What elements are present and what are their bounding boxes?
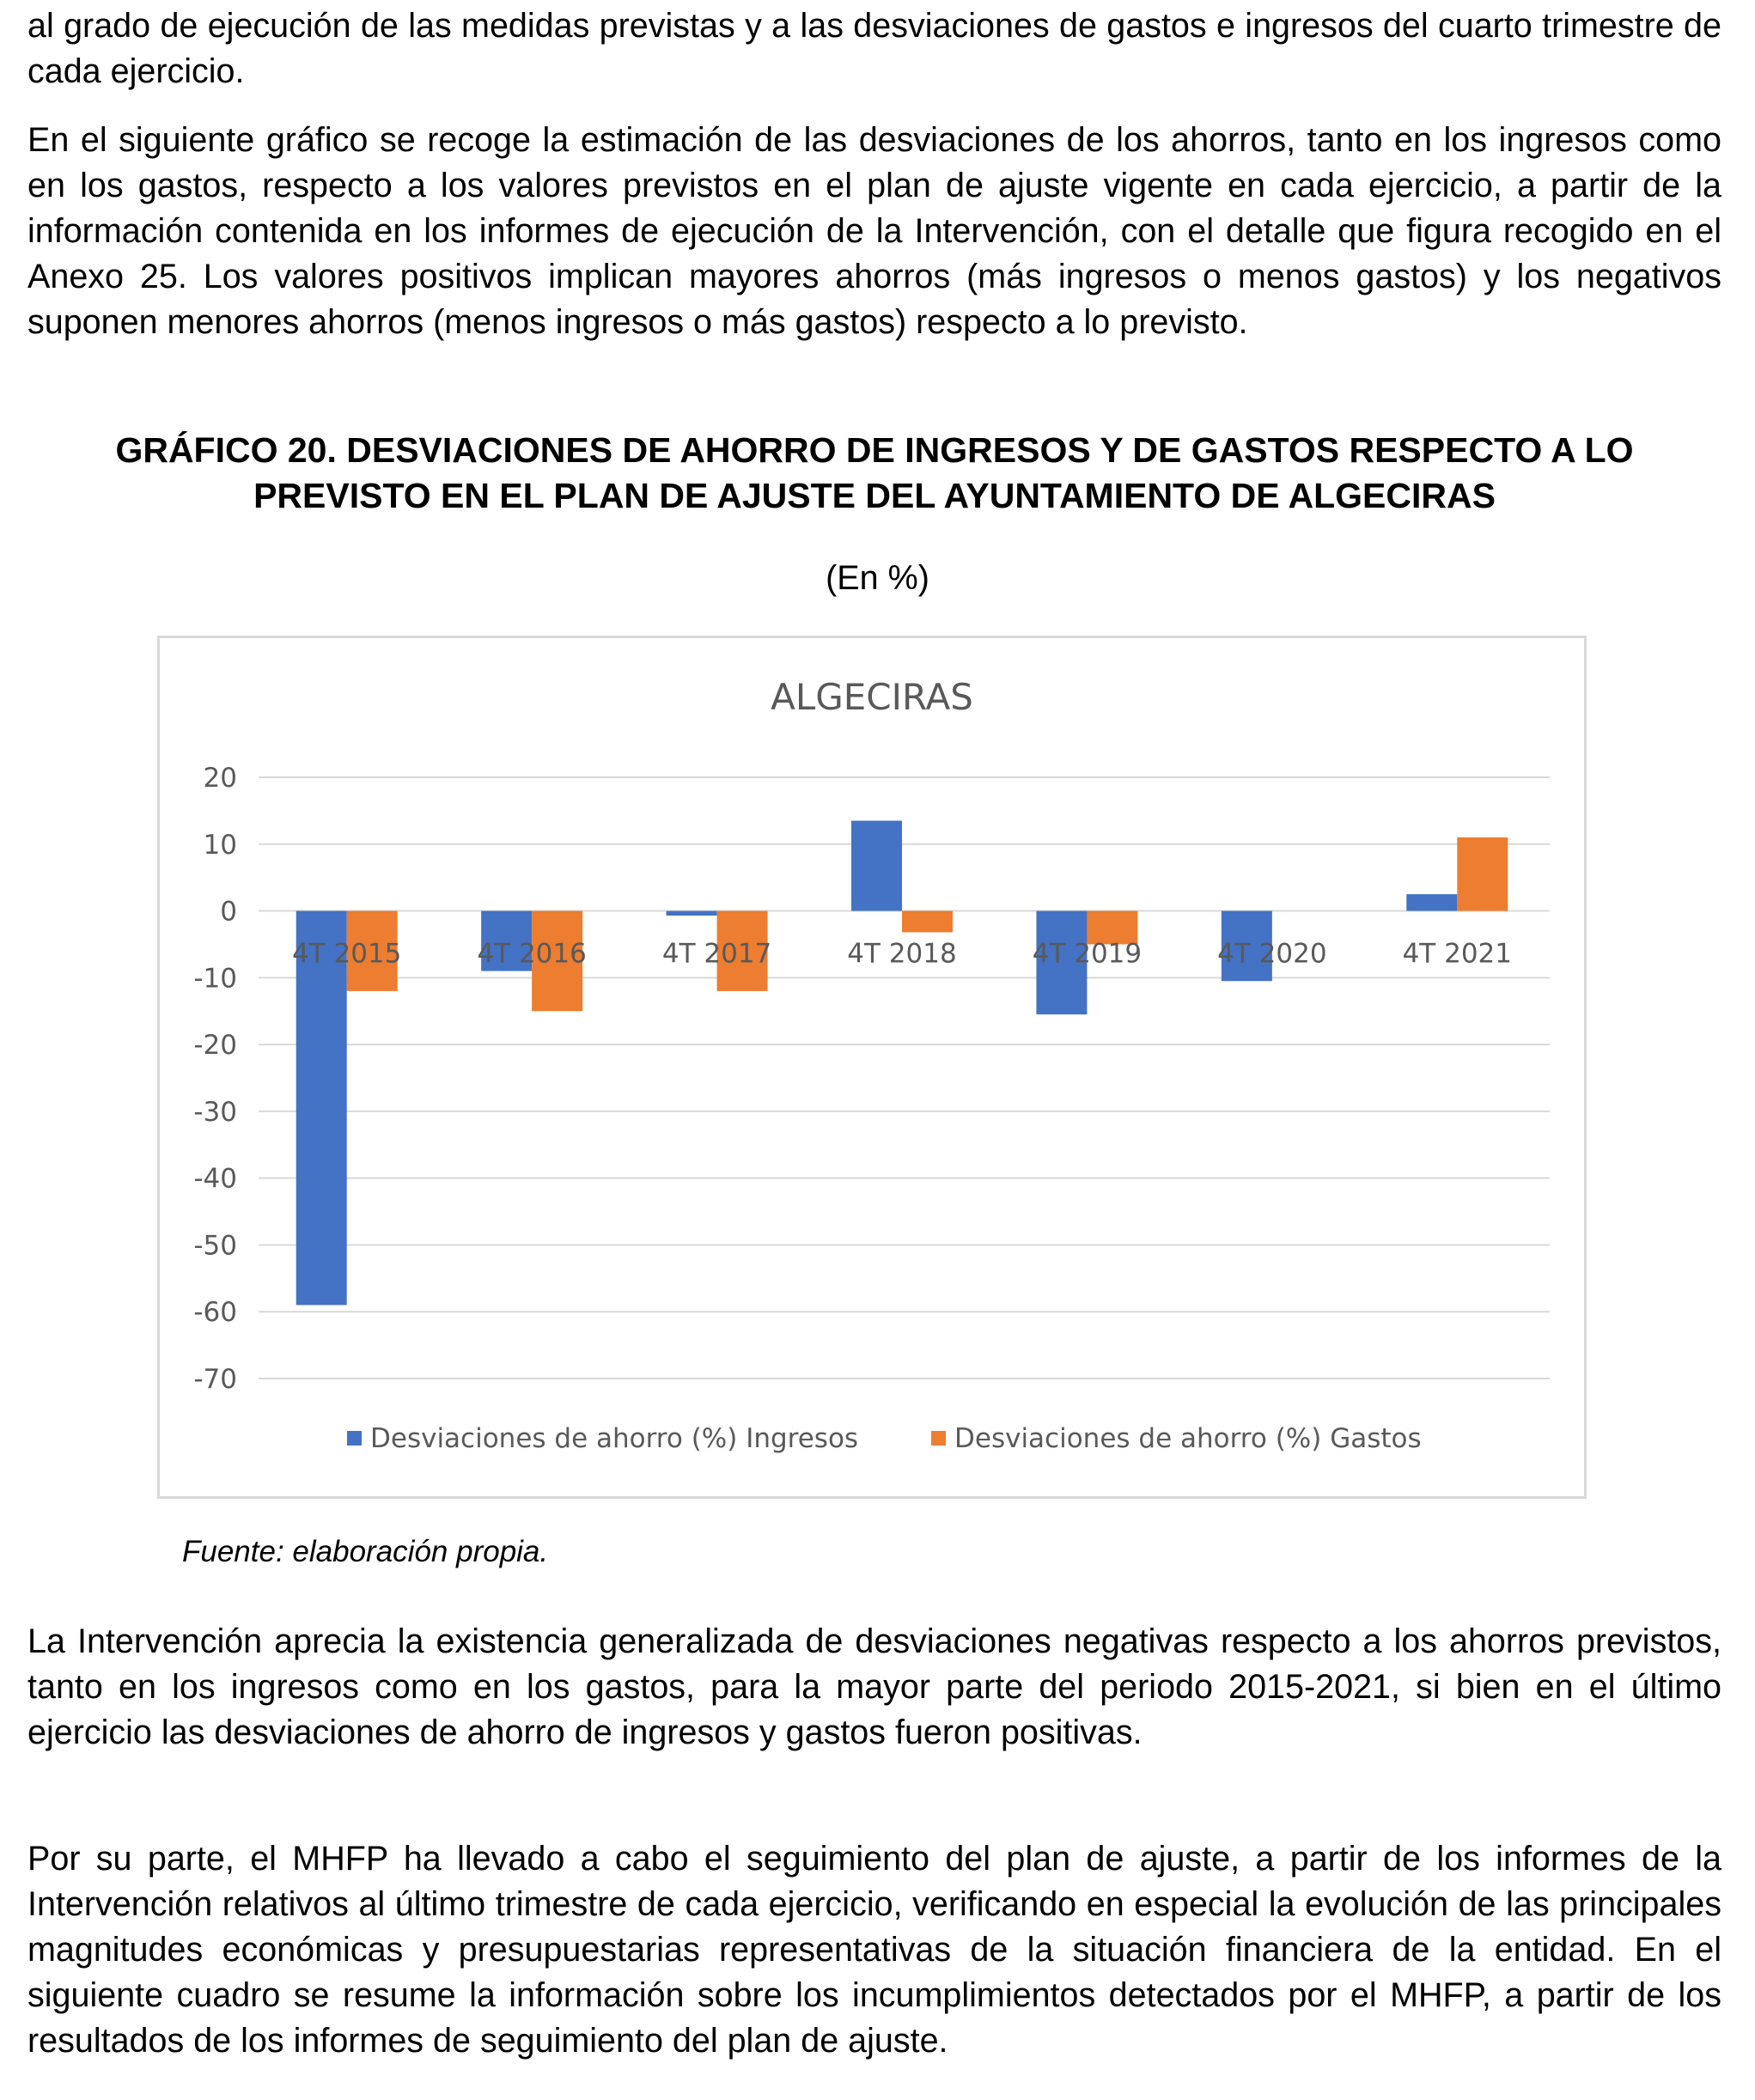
y-tick-label: 0: [220, 896, 237, 928]
x-category-label: 4T 2015: [292, 938, 402, 970]
bar-chart: [160, 638, 1584, 1496]
legend-label-ingresos: Desviaciones de ahorro (%) Ingresos: [370, 1423, 859, 1454]
bar-ingresos: [296, 911, 347, 1306]
x-category-label: 4T 2021: [1402, 938, 1512, 970]
x-category-label: 4T 2018: [847, 938, 957, 970]
y-tick-label: -50: [193, 1230, 237, 1262]
x-category-label: 4T 2016: [477, 938, 587, 970]
bar-ingresos: [1406, 894, 1457, 910]
chart-frame: [157, 636, 1587, 1499]
mhfp-paragraph: Por su parte, el MHFP ha llevado a cabo el seguimiento del plan de ajuste, a partir de los informes de la Intervención relativos al último trimestre de cada ejercicio, verificando en especial la evolución de las principales magnitudes económicas y presupuestarias representativas de la situación financiera de la entidad. En el siguiente cuadro se resume la información sobre los incumplimientos detectados por el MHFP, a partir de los resultados de los informes de seguimiento del plan de ajuste.: [27, 1840, 1721, 2060]
chart-title: ALGECIRAS: [771, 676, 973, 718]
description-paragraph: En el siguiente gráfico se recoge la estimación de las desviaciones de los ahorros, tanto en los ingresos como en los gastos, respecto a los valores previstos en el plan de ajuste vigente en cada ejercicio, a partir de la información contenida en los informes de ejecución de la Intervención, con el detalle que figura recogido en el Anexo 25. Los valores positivos implican mayores ahorros (más ingresos o menos gastos) y los negativos suponen menores ahorros (menos ingresos o más gastos) respecto a lo previsto.: [27, 121, 1721, 341]
x-category-label: 4T 2020: [1217, 938, 1327, 970]
x-category-label: 4T 2017: [661, 938, 772, 970]
figure-heading: GRÁFICO 20. DESVIACIONES DE AHORRO DE INGRESOS Y DE GASTOS RESPECTO A LO PREVISTO EN EL PLAN DE AJUSTE DEL AYUNTAMIENTO DE ALGECIRAS: [115, 430, 1634, 515]
legend-swatch-ingresos: [347, 1431, 362, 1446]
y-tick-label: -10: [193, 963, 237, 995]
intro-paragraph: al grado de ejecución de las medidas previstas y a las desviaciones de gastos e ingresos del cuarto trimestre de cada ejercicio.: [27, 7, 1721, 90]
y-tick-label: -20: [193, 1030, 237, 1062]
y-tick-label: 10: [203, 829, 237, 861]
x-category-label: 4T 2019: [1032, 938, 1143, 970]
legend-swatch-gastos: [931, 1431, 946, 1446]
y-tick-label: -70: [193, 1364, 237, 1395]
y-tick-label: -60: [193, 1297, 237, 1329]
legend-label-gastos: Desviaciones de ahorro (%) Gastos: [954, 1423, 1422, 1454]
y-tick-label: -40: [193, 1163, 237, 1195]
figure-source: Fuente: elaboración propia.: [182, 1535, 549, 1568]
bar-ingresos: [851, 821, 902, 911]
figure-units: (En %): [826, 559, 929, 597]
bar-gastos: [902, 911, 953, 933]
bar-gastos: [1457, 837, 1508, 911]
analysis-paragraph: La Intervención aprecia la existencia generalizada de desviaciones negativas respecto a los ahorros previstos, tanto en los ingresos como en los gastos, para la mayor parte del periodo 2015-2021, si bien en el último ejercicio las desviaciones de ahorro de ingresos y gastos fueron positivas.: [27, 1622, 1721, 1751]
y-tick-label: -30: [193, 1096, 237, 1128]
y-tick-label: 20: [203, 763, 237, 794]
bar-ingresos: [667, 911, 717, 916]
